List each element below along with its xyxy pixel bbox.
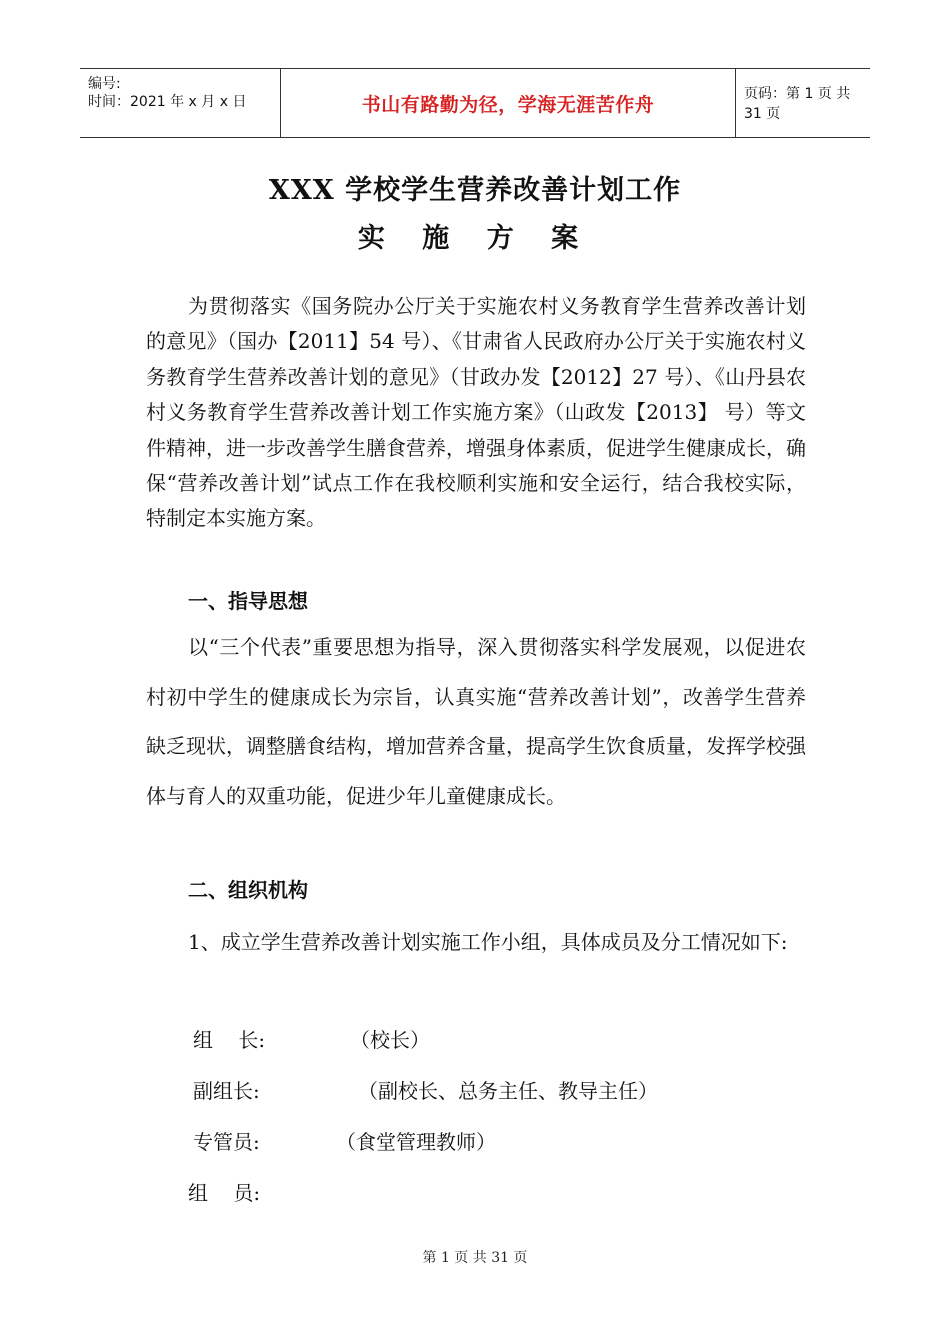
section1-heading: 一、指导思想 <box>188 589 308 613</box>
document-title: XXX 学校学生营养改善计划工作 <box>268 175 682 206</box>
member-role: （校长） <box>350 1028 430 1052</box>
section2-heading: 二、组织机构 <box>188 878 308 902</box>
header-motto-cell <box>281 69 736 137</box>
member-label: 副组长: <box>193 1079 260 1103</box>
header-table <box>80 68 870 138</box>
section1-paragraph: 以“三个代表”重要思想为指导，深入贯彻落实科学发展观，以促进农村初中学生的健康成长为宗旨，认真实施“营养改善计划”，改善学生营养缺乏现状，调整膳食结构，增加营养含量，提高学生饮食质量，发挥学校强体与育人的双重功能，促进少年儿童健康成长。 <box>146 635 806 808</box>
document-subtitle: 实 施 方 案 <box>357 223 593 254</box>
member-row-members <box>0 1177 950 1207</box>
motto-text: 书山有路勤为径，学海无涯苦作舟 <box>361 93 655 116</box>
member-row-deputy <box>0 1075 950 1105</box>
intro-paragraph: 为贯彻落实《国务院办公厅关于实施农村义务教育学生营养改善计划的意见》（国办【2011】54 号）、《甘肃省人民政府办公厅关于实施农村义务教育学生营养改善计划的意见》（甘政办发【2012】27 号）、《山丹县农村义务教育学生营养改善计划工作实施方案》（山政发【2013】 号）等文件精神，进一步改善学生膳食营养，增强身体素质，促进学生健康成长，确保“营养改善计划”试点工作在我校顺利实施和安全运行，结合我校实际，特制定本实施方案。 <box>146 294 806 531</box>
member-label: 组 员: <box>188 1181 261 1205</box>
member-row-manager <box>0 1126 950 1156</box>
page-code: 页码：第 1 页 共 31 页 <box>744 86 851 122</box>
member-role: （副校长、总务主任、教导主任） <box>358 1079 658 1103</box>
member-row-leader <box>0 1024 950 1054</box>
member-role: （食堂管理教师） <box>336 1130 496 1154</box>
header-page-cell <box>736 69 870 137</box>
serial-label: 编号: <box>88 76 121 92</box>
page-footer: 第 1 页 共 31 页 <box>422 1250 528 1266</box>
member-label: 专管员: <box>193 1130 260 1154</box>
member-label: 组 长: <box>193 1028 266 1052</box>
header-info-cell <box>80 69 281 137</box>
time-label: 时间：2021 年 x 月 x 日 <box>88 94 247 110</box>
section2-paragraph: 1、成立学生营养改善计划实施工作小组，具体成员及分工情况如下: <box>188 930 788 954</box>
